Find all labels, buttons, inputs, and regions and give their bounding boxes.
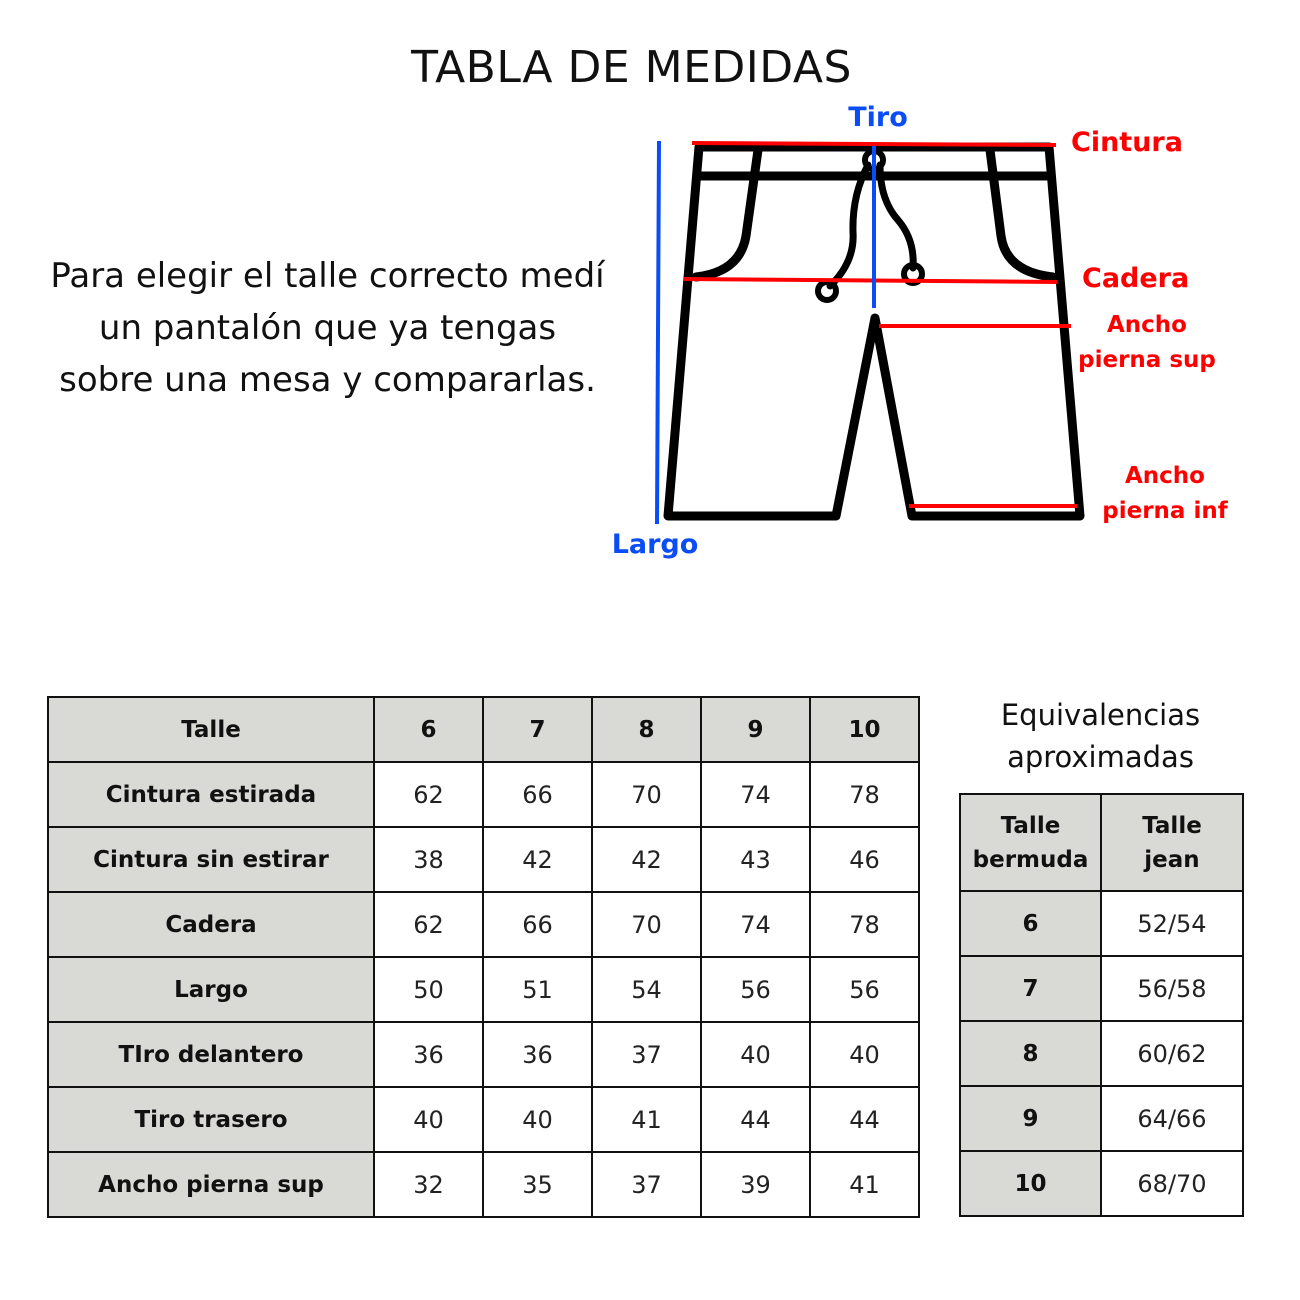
- table-row: [48, 1152, 919, 1217]
- instructions-line-1: Para elegir el talle correcto medí: [50, 256, 605, 296]
- equiv-header-jean-line-2: jean: [1144, 846, 1200, 873]
- table-cell: 38: [374, 827, 483, 892]
- table-cell: 40: [374, 1087, 483, 1152]
- bermuda-size-cell: 6: [960, 891, 1101, 956]
- table-cell: 78: [810, 762, 919, 827]
- table-cell: 74: [701, 762, 810, 827]
- table-cell: 46: [810, 827, 919, 892]
- table-cell: 36: [374, 1022, 483, 1087]
- equivalences-table: [959, 793, 1244, 1217]
- table-row: [48, 892, 919, 957]
- jean-size-cell: 60/62: [1101, 1021, 1243, 1086]
- table-row: [960, 891, 1243, 956]
- equivalences-caption-line-1: Equivalencias: [1000, 698, 1201, 732]
- size-table: [47, 696, 920, 1218]
- table-cell: 78: [810, 892, 919, 957]
- table-cell: 51: [483, 957, 592, 1022]
- bermuda-size-cell: 8: [960, 1021, 1101, 1086]
- jean-size-cell: 56/58: [1101, 956, 1243, 1021]
- size-header-6: 6: [374, 697, 483, 762]
- jean-size-cell: 64/66: [1101, 1086, 1243, 1151]
- table-cell: 32: [374, 1152, 483, 1217]
- table-cell: 70: [592, 892, 701, 957]
- size-header-9: 9: [701, 697, 810, 762]
- row-label: Tiro trasero: [48, 1087, 374, 1152]
- equiv-header-bermuda-line-1: Talle: [1000, 812, 1061, 839]
- row-label: Cadera: [48, 892, 374, 957]
- table-row: [48, 827, 919, 892]
- table-cell: 66: [483, 892, 592, 957]
- ancho-inf-label-line-1: Ancho: [1125, 463, 1205, 489]
- cadera-measure-line: [684, 279, 1057, 282]
- row-label: Cintura estirada: [48, 762, 374, 827]
- table-cell: 66: [483, 762, 592, 827]
- drawstring-end-left: [818, 282, 836, 300]
- table-cell: 62: [374, 892, 483, 957]
- bermuda-size-cell: 9: [960, 1086, 1101, 1151]
- table-cell: 39: [701, 1152, 810, 1217]
- left-pocket: [696, 150, 758, 277]
- table-cell: 40: [810, 1022, 919, 1087]
- size-header-10: 10: [810, 697, 919, 762]
- table-cell: 40: [701, 1022, 810, 1087]
- row-label: Cintura sin estirar: [48, 827, 374, 892]
- page-title: TABLA DE MEDIDAS: [411, 42, 852, 93]
- size-header-8: 8: [592, 697, 701, 762]
- table-cell: 35: [483, 1152, 592, 1217]
- instructions-line-2: un pantalón que ya tengas: [98, 308, 557, 348]
- table-cell: 44: [810, 1087, 919, 1152]
- table-cell: 43: [701, 827, 810, 892]
- table-row: [48, 1022, 919, 1087]
- table-cell: 70: [592, 762, 701, 827]
- equiv-header-jean-line-1: Talle: [1142, 812, 1202, 839]
- table-row: [48, 957, 919, 1022]
- table-cell: 62: [374, 762, 483, 827]
- equiv-header-bermuda: [960, 794, 1101, 891]
- table-row: [960, 1151, 1243, 1216]
- tiro-label: Tiro: [848, 102, 908, 133]
- largo-label: Largo: [611, 529, 699, 560]
- row-label: Largo: [48, 957, 374, 1022]
- cadera-label: Cadera: [1082, 263, 1190, 294]
- cintura-measure-line: [692, 143, 1056, 145]
- right-pocket: [990, 150, 1053, 277]
- largo-measure-line: [657, 141, 659, 524]
- size-header-7: 7: [483, 697, 592, 762]
- table-cell: 37: [592, 1022, 701, 1087]
- table-cell: 40: [483, 1087, 592, 1152]
- jean-size-cell: 68/70: [1101, 1151, 1243, 1216]
- instructions-line-3: sobre una mesa y compararlas.: [59, 360, 596, 400]
- table-cell: 56: [701, 957, 810, 1022]
- table-cell: 36: [483, 1022, 592, 1087]
- table-cell: 54: [592, 957, 701, 1022]
- table-row: [48, 762, 919, 827]
- table-row: [960, 1086, 1243, 1151]
- ancho-sup-label-line-2: pierna sup: [1078, 347, 1216, 373]
- bermuda-size-cell: 7: [960, 956, 1101, 1021]
- row-label: Ancho pierna sup: [48, 1152, 374, 1217]
- table-cell: 42: [592, 827, 701, 892]
- bermuda-size-cell: 10: [960, 1151, 1101, 1216]
- table-cell: 37: [592, 1152, 701, 1217]
- table-cell: 41: [810, 1152, 919, 1217]
- table-cell: 56: [810, 957, 919, 1022]
- table-cell: 44: [701, 1087, 810, 1152]
- cintura-label: Cintura: [1071, 127, 1183, 158]
- table-cell: 50: [374, 957, 483, 1022]
- equiv-header-bermuda-line-2: bermuda: [972, 846, 1089, 873]
- drawstring-left: [830, 165, 868, 286]
- equiv-header-jean: [1101, 794, 1243, 891]
- size-header-talle: Talle: [48, 697, 374, 762]
- row-label: TIro delantero: [48, 1022, 374, 1087]
- ancho-inf-label-line-2: pierna inf: [1102, 498, 1228, 524]
- jean-size-cell: 52/54: [1101, 891, 1243, 956]
- table-row: [48, 1087, 919, 1152]
- shorts-diagram: [0, 0, 1300, 600]
- equivalences-caption-line-2: aproximadas: [1007, 740, 1194, 774]
- table-cell: 41: [592, 1087, 701, 1152]
- table-row: [960, 1021, 1243, 1086]
- size-table-header-row: [48, 697, 919, 762]
- table-cell: 42: [483, 827, 592, 892]
- table-row: [960, 956, 1243, 1021]
- equivalences-header-row: [960, 794, 1243, 891]
- equivalences-caption: [958, 694, 1243, 778]
- ancho-sup-label-line-1: Ancho: [1107, 312, 1187, 338]
- table-cell: 74: [701, 892, 810, 957]
